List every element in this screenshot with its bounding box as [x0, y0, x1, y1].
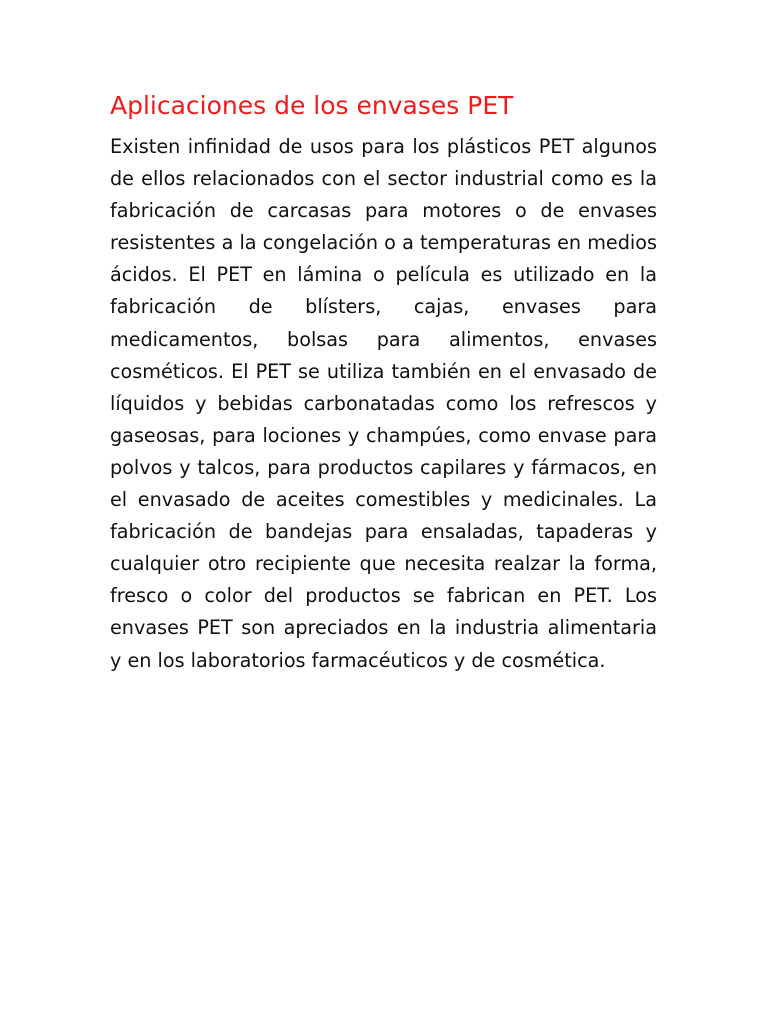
- body-paragraph: Existen infinidad de usos para los plásticos PET algunos de ellos relacionados con el sector industrial como es la fabricación de carcasas para motores o de envases resistentes a la congelación o a temperaturas en medios ácidos. El PET en lámina o película es utilizado en la fabricación de blísters, cajas, envases para medicamentos, bolsas para alimentos, envases cosméticos. El PET se utiliza también en el envasado de líquidos y bebidas carbonatadas como los refrescos y gaseosas, para lociones y champúes, como envase para polvos y talcos, para productos capilares y fármacos, en el envasado de aceites comestibles y medicinales. La fabricación de bandejas para ensaladas, tapaderas y cualquier otro recipiente que necesita realzar la forma, fresco o color del productos se fabrican en PET. Los envases PET son apreciados en la industria alimentaria y en los laboratorios farmacéuticos y de cosmética.: [110, 135, 657, 672]
- document-content: [110, 88, 657, 677]
- document-title: Aplicaciones de los envases PET: [110, 91, 514, 120]
